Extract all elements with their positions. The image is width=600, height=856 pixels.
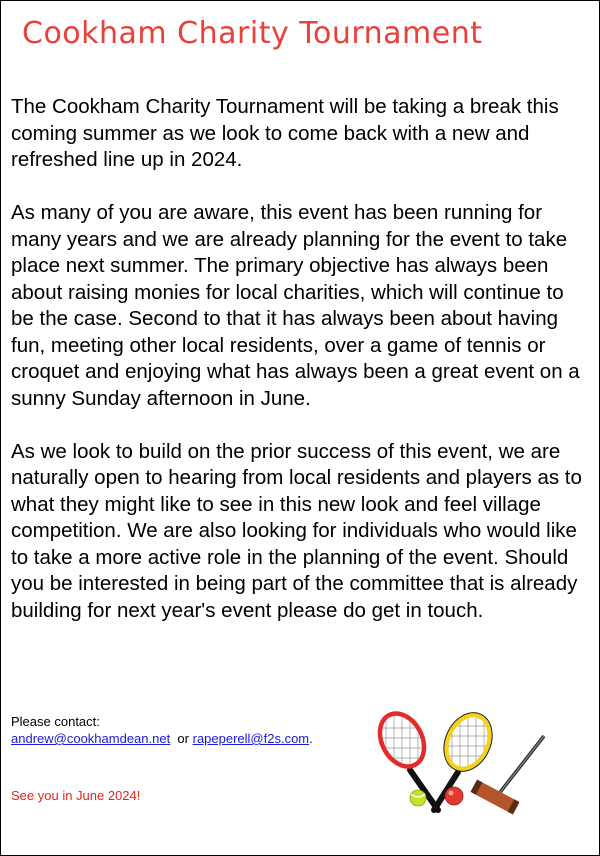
contact-emails xyxy=(11,730,313,747)
tennis-ball-icon xyxy=(410,790,426,806)
contact-separator: or xyxy=(177,731,189,746)
paragraph-intro: The Cookham Charity Tournament will be taking a break this coming summer as we look to come back with a new and refreshed line up in 2024. xyxy=(11,95,559,171)
signoff-text: See you in June 2024! xyxy=(11,788,141,803)
red-racket-icon xyxy=(376,710,438,810)
contact-block xyxy=(11,713,313,747)
contact-end: . xyxy=(309,731,313,746)
tennis-croquet-icon xyxy=(376,710,556,830)
paragraph-history: As many of you are aware, this event has been running for many years and we are already planning for the event to take place next summer. The primary objective has always been about raising monies for local charities, which will continue to be the case. Second to that it has always been about having fun, meeting other local residents, over a game of tennis or croquet and enjoying what has always been a great event on a sunny Sunday afternoon in June. xyxy=(11,201,580,410)
article-body xyxy=(11,94,591,651)
email-link-andrew[interactable]: andrew@cookhamdean.net xyxy=(11,731,171,746)
page-title: Cookham Charity Tournament xyxy=(22,16,483,51)
contact-label: Please contact: xyxy=(11,714,100,729)
email-link-rapeperell[interactable]: rapeperell@f2s.com xyxy=(192,731,310,746)
paragraph-invitation: As we look to build on the prior success of this event, we are naturally open to hearing from local residents and players as to what they might like to see in this new look and feel village competition. We are also looking for individuals who would like to take a more active role in the planning of the event. Should you be interested in being part of the committee that is already building for next year's event please do get in touch. xyxy=(11,439,582,622)
croquet-ball-icon xyxy=(445,787,463,805)
